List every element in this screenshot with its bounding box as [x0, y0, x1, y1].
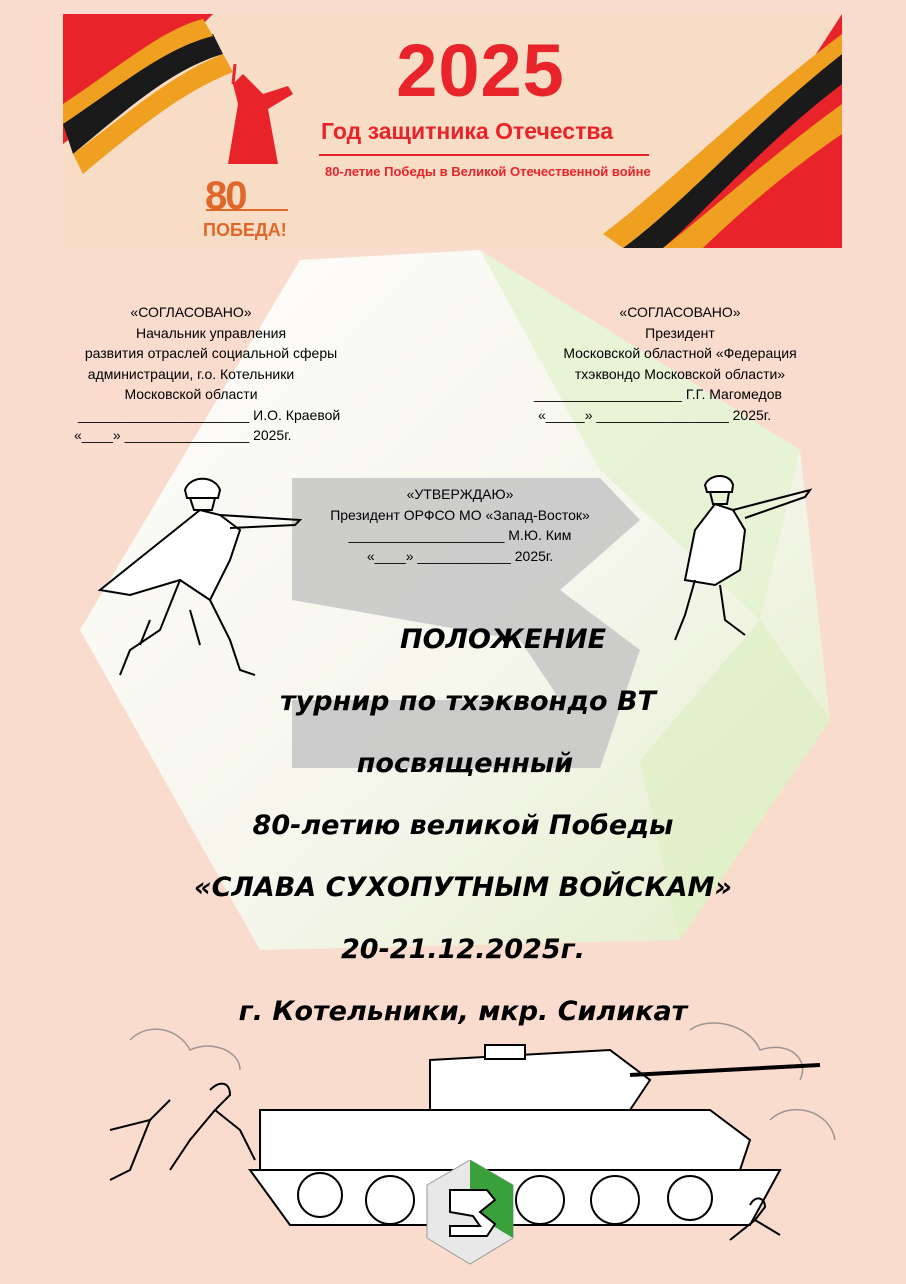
- title-line: ПОЛОЖЕНИЕ: [399, 624, 607, 655]
- approval-line: тхэквондо Московской области»: [574, 365, 786, 382]
- banner-divider: [319, 154, 649, 156]
- approval-line: Начальник управления: [135, 324, 287, 341]
- approval-heading: «СОГЛАСОВАНО»: [619, 304, 741, 320]
- approval-signature: ______________________ И.О. Краевой: [78, 406, 341, 423]
- title-line: посвященный: [356, 748, 574, 779]
- approval-heading: «УТВЕРЖДАЮ»: [406, 486, 514, 502]
- title-line: «СЛАВА СУХОПУТНЫМ ВОЙСКАМ»: [194, 872, 732, 903]
- banner-subtitle: Год защитника Отечества: [321, 118, 613, 144]
- approval-date: «____» ____________ 2025г.: [366, 547, 554, 564]
- document-title-block: [0, 618, 906, 1052]
- approval-signature: ___________________ Г.Г. Магомедов: [534, 386, 782, 402]
- title-line: 80-летию великой Победы: [252, 810, 674, 841]
- approval-heading: «СОГЛАСОВАНО»: [130, 304, 252, 320]
- approval-line: Московской области: [124, 386, 258, 402]
- banner-anniversary: 80-летие Победы в Великой Отечественной войне: [325, 164, 651, 179]
- banner-year: 2025: [396, 29, 565, 112]
- approval-center: [300, 484, 620, 566]
- approval-line: Президент: [645, 324, 715, 341]
- approval-line: Московской областной «Федерация: [563, 345, 797, 361]
- federation-logo: [425, 1160, 515, 1265]
- victory-word: ПОБЕДА!: [203, 220, 287, 240]
- approval-line: развития отраслей социальной сферы: [84, 345, 338, 361]
- approval-date: «_____» _________________ 2025г.: [538, 406, 772, 423]
- title-line: турнир по тхэквондо ВТ: [280, 686, 656, 717]
- title-line: г. Котельники, мкр. Силикат: [238, 996, 688, 1027]
- approval-left: [66, 302, 366, 446]
- approval-line: Президент ОРФСО МО «Запад-Восток»: [330, 506, 590, 523]
- approval-right: [530, 302, 830, 425]
- title-line: 20-21.12.2025г.: [341, 934, 585, 965]
- approval-signature: ____________________ М.Ю. Ким: [348, 527, 572, 543]
- victory-number: 80: [205, 174, 246, 218]
- approval-date: «____» ________________ 2025г.: [74, 427, 292, 443]
- approval-line: администрации, г.о. Котельники: [87, 365, 295, 382]
- header-banner: [63, 14, 842, 248]
